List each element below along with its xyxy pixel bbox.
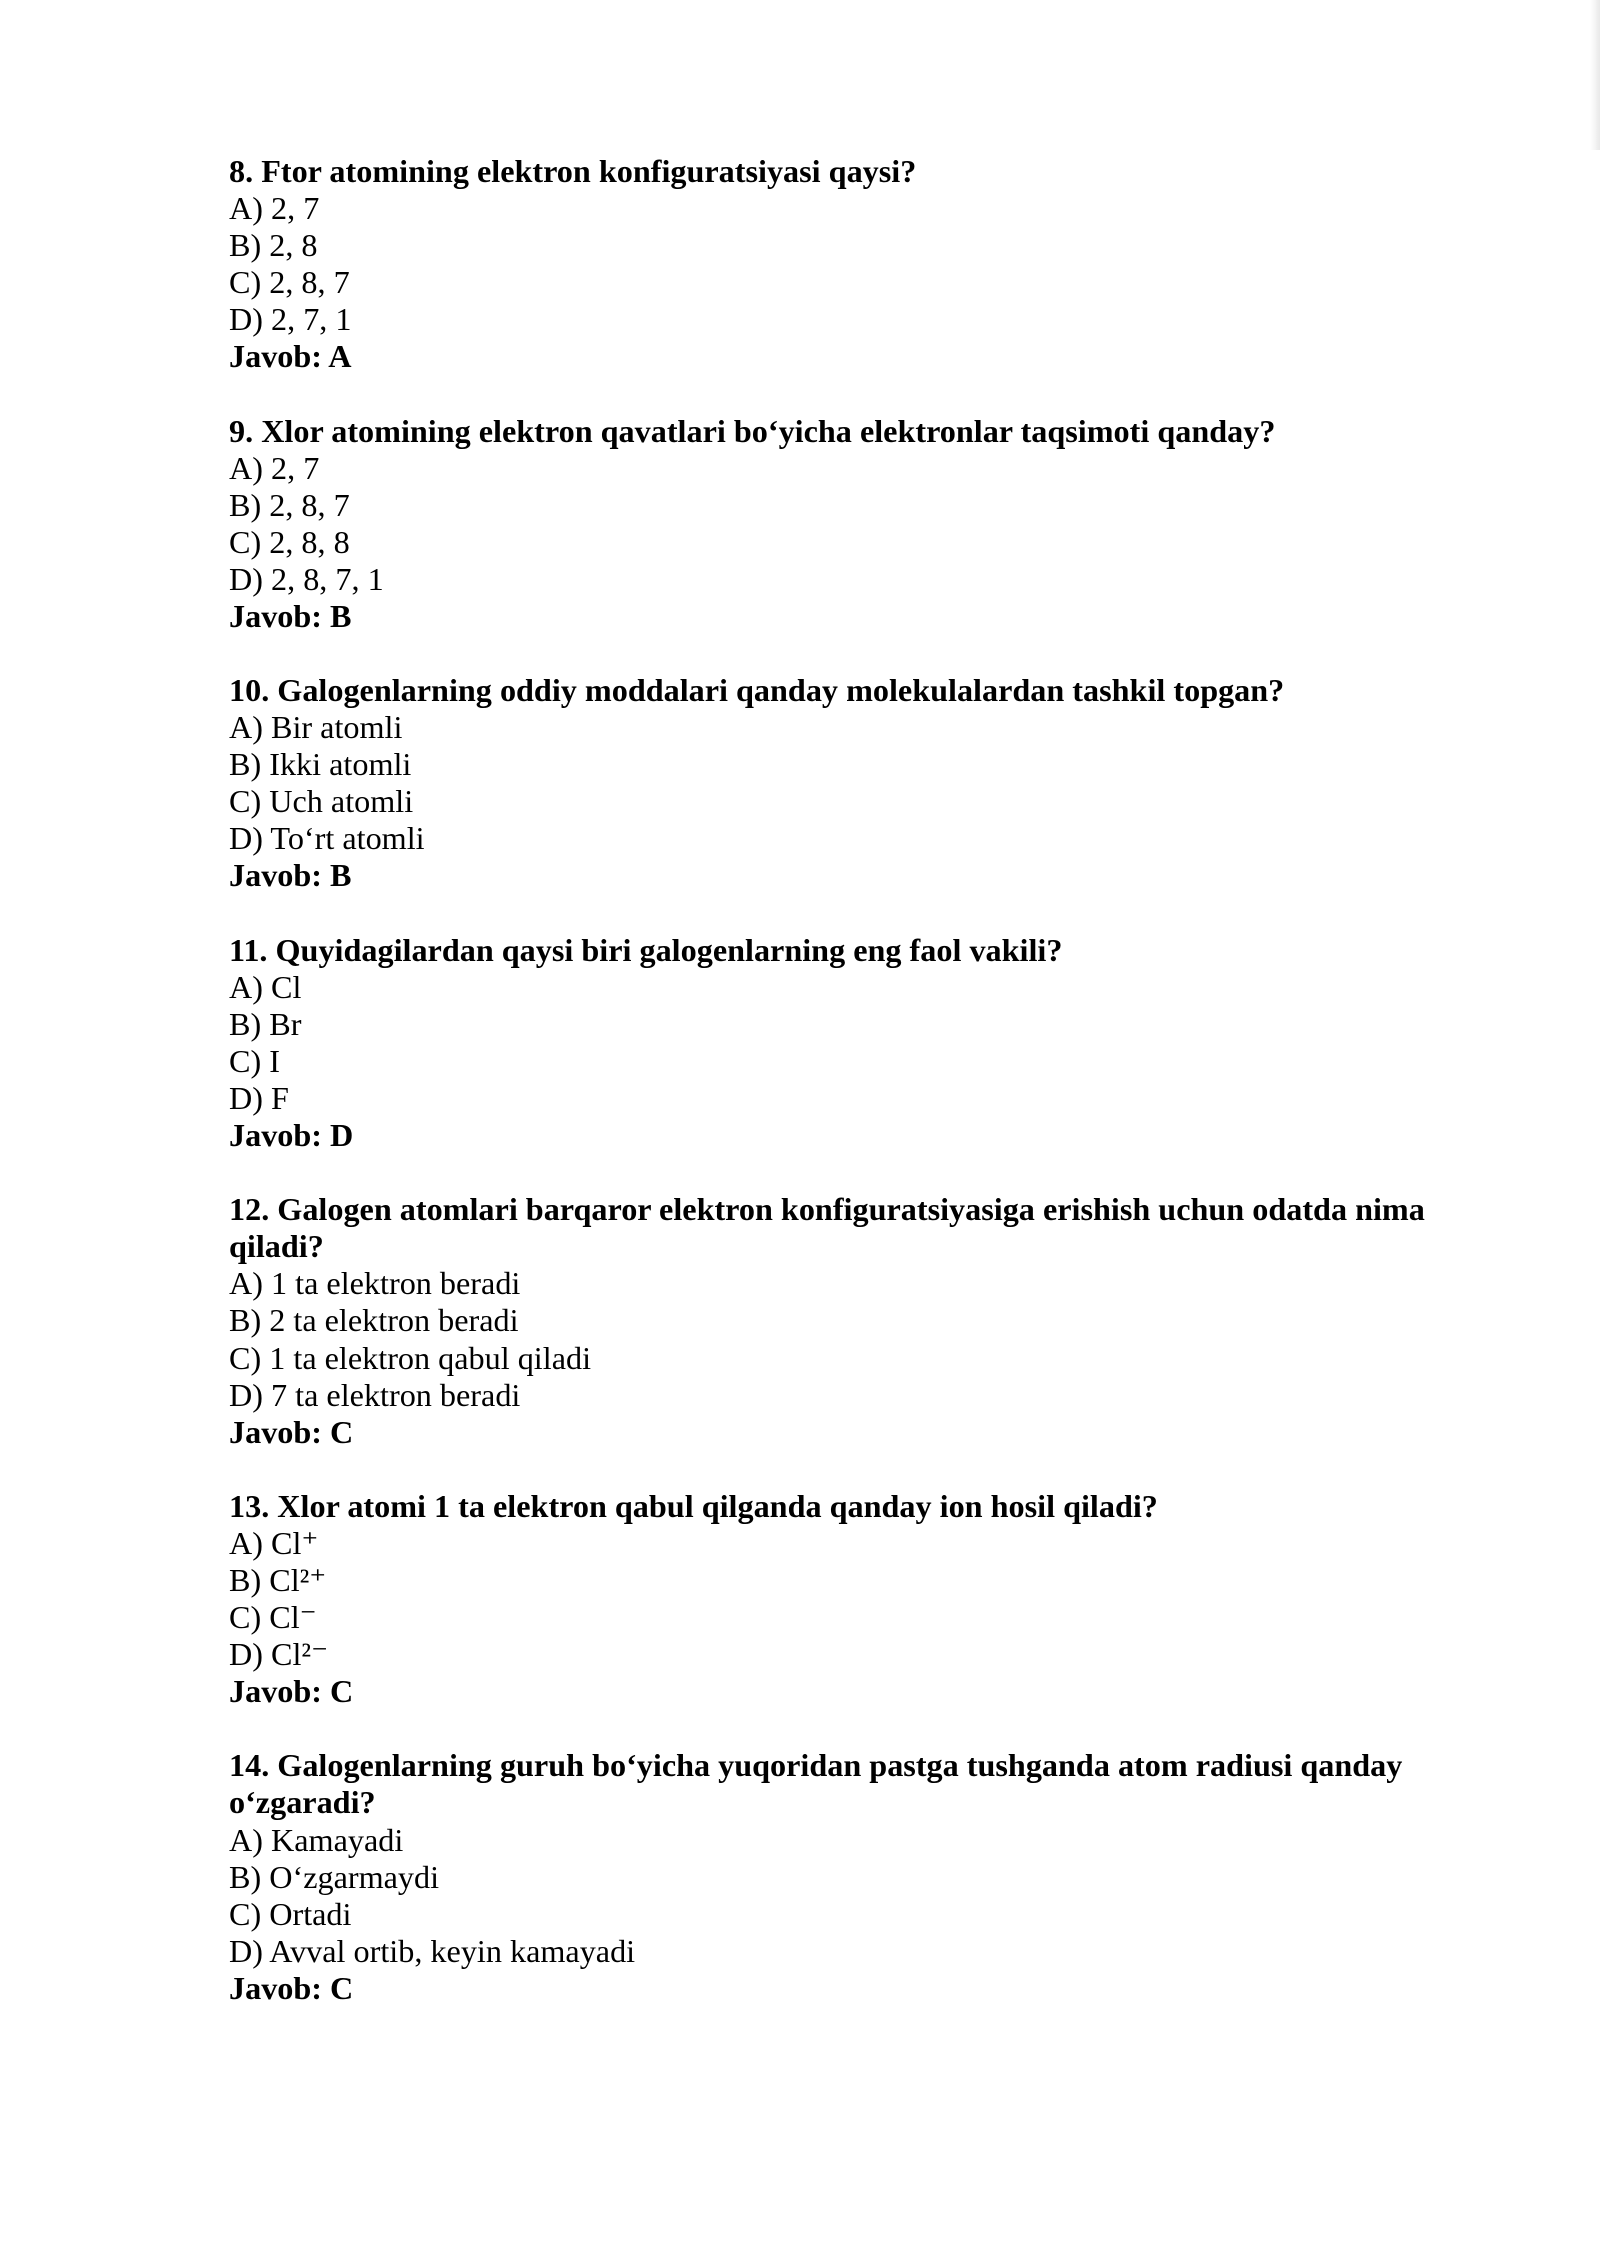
question-title: 12. Galogen atomlari barqaror elektron konfiguratsiyasiga erishish uchun odatda nima qiladi? (229, 1191, 1425, 1265)
answer-line: Javob: C (229, 1673, 354, 1710)
question-title: 10. Galogenlarning oddiy moddalari qanday molekulalardan tashkil topgan? (229, 672, 1285, 709)
option-b: B) O‘zgarmaydi (229, 1858, 440, 1895)
question-title: 14. Galogenlarning guruh bo‘yicha yuqoridan pastga tushganda atom radiusi qanday o‘zgaradi? (229, 1747, 1403, 1821)
question-title: 8. Ftor atomining elektron konfiguratsiyasi qaysi? (229, 153, 917, 189)
option-d: D) 2, 8, 7, 1 (229, 560, 384, 597)
question-title: 11. Quyidagilardan qaysi biri galogenlarning eng faol vakili? (229, 931, 1063, 968)
answer-line: Javob: A (229, 338, 352, 375)
option-a: A) Bir atomli (229, 709, 403, 746)
answer-line: Javob: B (229, 857, 352, 894)
option-b: B) Ikki atomli (229, 746, 412, 783)
answer-line: Javob: D (229, 1117, 354, 1154)
question-9 (229, 413, 1479, 635)
question-title: 13. Xlor atomi 1 ta elektron qabul qilganda qanday ion hosil qiladi? (229, 1487, 1158, 1524)
option-a: A) Cl (229, 968, 302, 1005)
option-c: C) Uch atomli (229, 783, 414, 820)
option-c: C) Cl⁻ (229, 1599, 317, 1636)
option-b: B) Br (229, 1005, 302, 1042)
option-b: B) 2 ta elektron beradi (229, 1302, 519, 1339)
option-d: D) F (229, 1079, 289, 1116)
option-d: D) Avval ortib, keyin kamayadi (229, 1932, 636, 1969)
option-c: C) 1 ta elektron qabul qiladi (229, 1339, 592, 1376)
option-d: D) 2, 7, 1 (229, 301, 352, 338)
option-d: D) 7 ta elektron beradi (229, 1376, 521, 1413)
question-list (229, 153, 1479, 2044)
question-10 (229, 672, 1479, 894)
option-d: D) Cl²⁻ (229, 1636, 329, 1673)
option-c: C) 2, 8, 8 (229, 523, 350, 560)
answer-line: Javob: B (229, 597, 352, 634)
option-c: C) Ortadi (229, 1895, 352, 1932)
answer-line: Javob: C (229, 1413, 354, 1450)
option-a: A) 2, 7 (229, 449, 320, 486)
answer-line: Javob: C (229, 1969, 354, 2006)
question-title: 9. Xlor atomining elektron qavatlari bo‘yicha elektronlar taqsimoti qanday? (229, 412, 1276, 449)
option-a: A) 2, 7 (229, 190, 320, 227)
page-edge-shadow (1590, 0, 1600, 150)
question-13 (229, 1488, 1479, 1710)
option-b: B) Cl²⁺ (229, 1561, 327, 1598)
question-12 (229, 1191, 1479, 1451)
option-a: A) 1 ta elektron beradi (229, 1265, 521, 1302)
question-14 (229, 1747, 1479, 2007)
option-a: A) Cl⁺ (229, 1524, 319, 1561)
option-b: B) 2, 8, 7 (229, 486, 350, 523)
option-c: C) I (229, 1042, 280, 1079)
option-b: B) 2, 8 (229, 227, 318, 264)
question-11 (229, 932, 1479, 1154)
question-8 (229, 153, 1479, 375)
option-c: C) 2, 8, 7 (229, 264, 350, 301)
option-d: D) To‘rt atomli (229, 820, 425, 857)
option-a: A) Kamayadi (229, 1821, 404, 1858)
